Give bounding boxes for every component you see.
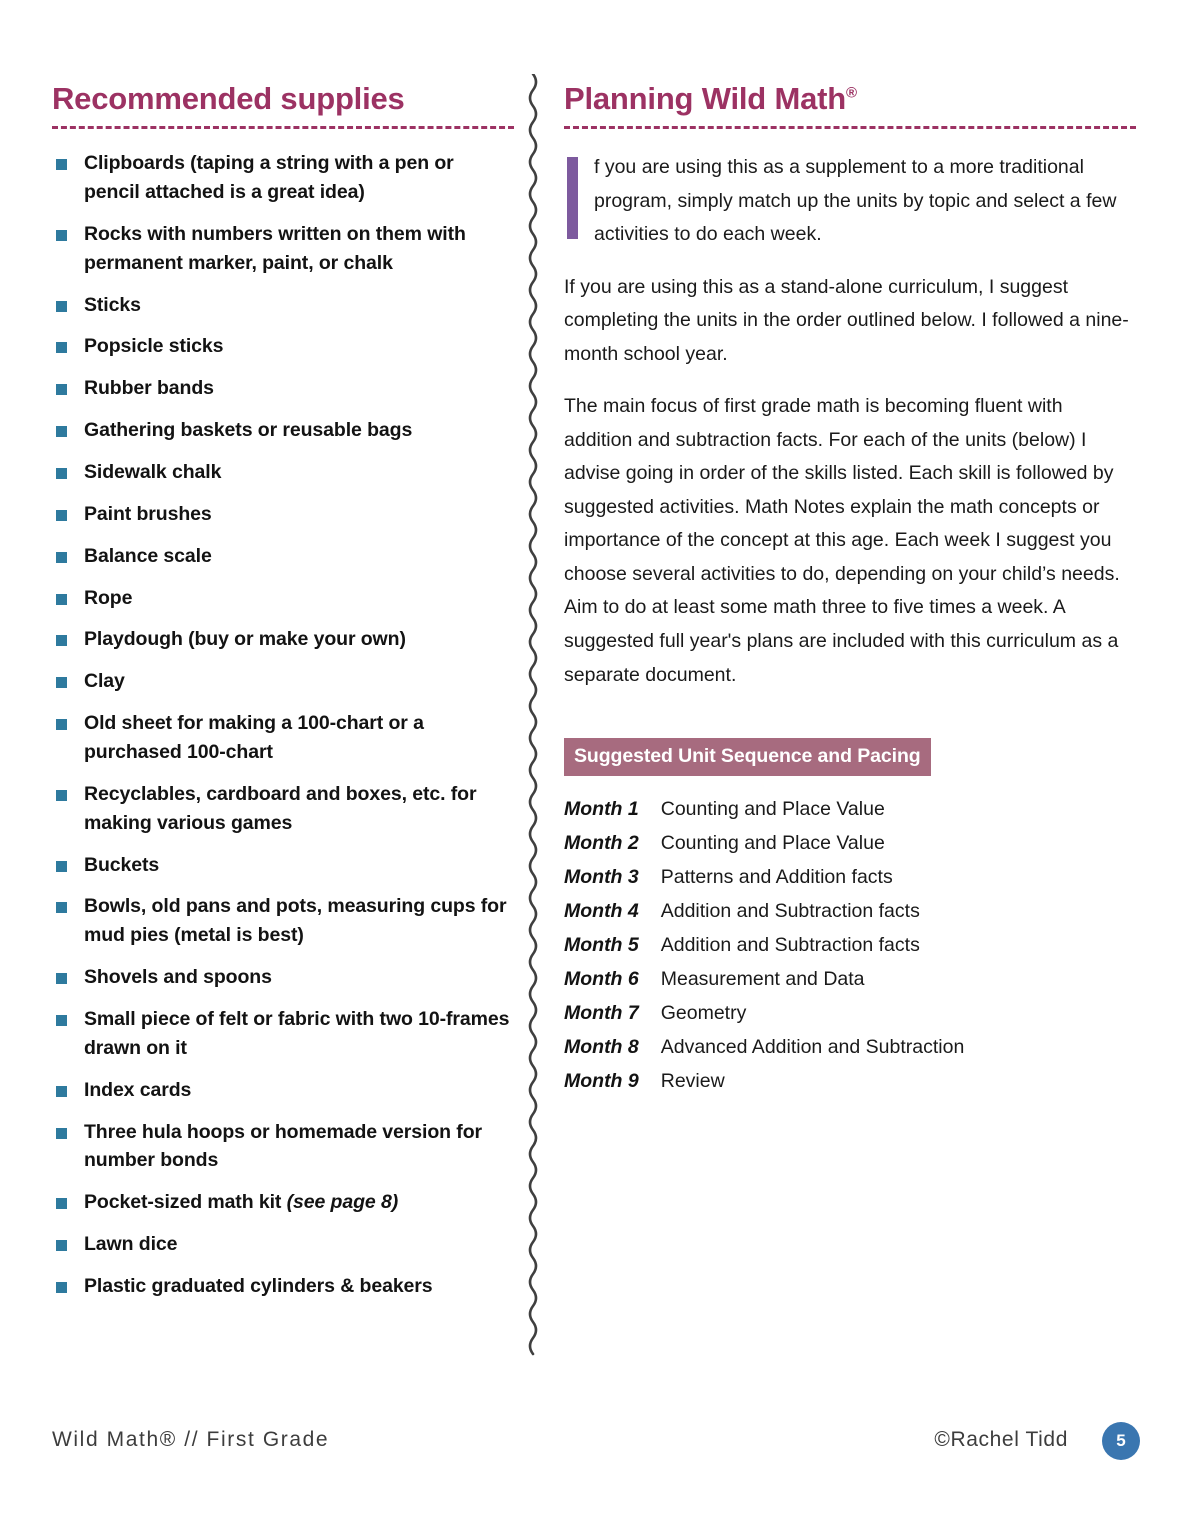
square-bullet-icon: [56, 230, 67, 241]
page-title-right: [564, 82, 1136, 116]
list-item-label: Playdough (buy or make your own): [84, 628, 406, 651]
registered-trademark-icon: ®: [846, 84, 857, 102]
table-row: [564, 968, 964, 1002]
square-bullet-icon: [56, 1240, 67, 1251]
list-item: [52, 374, 514, 403]
month-topic: Addition and Subtraction facts: [660, 934, 920, 957]
month-label: Month 8: [564, 1036, 639, 1059]
square-bullet-icon: [56, 1282, 67, 1293]
list-item-label: Paint brushes: [84, 502, 212, 525]
list-item: [52, 1188, 514, 1217]
list-item: [52, 458, 514, 487]
table-row: [564, 1070, 964, 1104]
list-item-label: Old sheet for making a 100-chart or a purchased 100-chart: [84, 712, 424, 763]
square-bullet-icon: [56, 635, 67, 646]
month-label: Month 9: [564, 1070, 639, 1093]
square-bullet-icon: [56, 902, 67, 913]
month-label: Month 5: [564, 934, 639, 957]
intro-body: [564, 151, 1136, 692]
pacing-banner-heading: Suggested Unit Sequence and Pacing: [564, 738, 931, 776]
square-bullet-icon: [56, 1086, 67, 1097]
list-item-label: Popsicle sticks: [84, 335, 224, 358]
list-item: [52, 709, 514, 767]
list-item: [52, 332, 514, 361]
footer-copyright: ©Rachel Tidd: [934, 1428, 1068, 1451]
list-item-label: Recyclables, cardboard and boxes, etc. for making various games: [84, 782, 477, 834]
square-bullet-icon: [56, 301, 67, 312]
dropcap-letter-i: [567, 157, 578, 239]
list-item: [52, 291, 514, 320]
list-item: [52, 220, 514, 278]
list-item: [52, 963, 514, 992]
list-item-label: Small piece of felt or fabric with two 10-frames drawn on it: [84, 1008, 510, 1059]
list-item: [52, 1076, 514, 1105]
footer-title: Wild Math® // First Grade: [52, 1428, 330, 1451]
month-topic: Counting and Place Value: [660, 832, 885, 855]
month-topic: Review: [660, 1070, 725, 1093]
list-item: [52, 542, 514, 571]
list-item: [52, 667, 514, 696]
square-bullet-icon: [56, 342, 67, 353]
month-label: Month 7: [564, 1002, 639, 1025]
square-bullet-icon: [56, 1198, 67, 1209]
intro-paragraph-text: f you are using this as a supplement to a more traditional program, simply match up the units by topic and select a few activities to do each week.: [594, 156, 1117, 246]
table-row: [564, 832, 964, 866]
heading-dashed-rule-left: [52, 126, 514, 129]
list-item-label: Rocks with numbers written on them with permanent marker, paint, or chalk: [84, 222, 466, 274]
square-bullet-icon: [56, 1128, 67, 1139]
list-item-label: Pocket-sized math kit: [84, 1191, 287, 1214]
table-row: [564, 934, 964, 968]
list-item: [52, 416, 514, 445]
body-paragraph-3: The main focus of first grade math is becoming fluent with addition and subtraction facts. For each of the units (below) I advise going in order of the skills listed. Each skill is followed by suggested activities. Math Notes explain the math concepts or importance of the concept at this age. Each week I suggest you choose several activities to do, depending on your child’s needs. Aim to do at least some math three to five times a week. A suggested full year's plans are included with this curriculum as a separate document.: [564, 395, 1120, 686]
list-item-label: Clay: [84, 670, 125, 693]
month-topic: Patterns and Addition facts: [660, 866, 893, 889]
square-bullet-icon: [56, 677, 67, 688]
list-item: [52, 1005, 514, 1063]
list-item: [52, 584, 514, 613]
square-bullet-icon: [56, 426, 67, 437]
square-bullet-icon: [56, 594, 67, 605]
heading-dashed-rule-right: [564, 126, 1136, 129]
square-bullet-icon: [56, 861, 67, 872]
month-topic: Geometry: [660, 1002, 747, 1025]
square-bullet-icon: [56, 384, 67, 395]
intro-paragraph-with-dropcap: [564, 151, 1136, 252]
list-item: [52, 1230, 514, 1259]
page-footer: [52, 1422, 1140, 1468]
list-item: [52, 500, 514, 529]
list-item: [52, 1118, 514, 1176]
list-item-label: Plastic graduated cylinders & beakers: [84, 1275, 433, 1298]
page-title-left: Recommended supplies: [52, 81, 405, 116]
month-topic: Advanced Addition and Subtraction: [660, 1036, 965, 1059]
supply-list: [52, 149, 514, 1301]
month-label: Month 1: [564, 798, 639, 821]
list-item: [52, 851, 514, 880]
list-item-label: Rubber bands: [84, 377, 214, 400]
list-item-label: Lawn dice: [84, 1233, 178, 1256]
month-topic: Counting and Place Value: [660, 798, 885, 821]
wavy-column-divider: [522, 74, 544, 1392]
list-item: [52, 892, 514, 950]
list-item: [52, 1272, 514, 1301]
month-label: Month 2: [564, 832, 639, 855]
list-item-label: Balance scale: [84, 544, 212, 567]
list-item-label: Index cards: [84, 1078, 192, 1101]
square-bullet-icon: [56, 468, 67, 479]
list-item-label: Shovels and spoons: [84, 966, 272, 989]
recommended-supplies-column: [52, 82, 514, 1314]
list-item: [52, 780, 514, 838]
square-bullet-icon: [56, 719, 67, 730]
square-bullet-icon: [56, 159, 67, 170]
square-bullet-icon: [56, 973, 67, 984]
square-bullet-icon: [56, 510, 67, 521]
list-item-label: Rope: [84, 586, 133, 609]
month-label: Month 6: [564, 968, 639, 991]
table-row: [564, 1036, 964, 1070]
list-item-label: Sidewalk chalk: [84, 460, 222, 483]
month-label: Month 3: [564, 866, 639, 889]
list-item-page-reference: (see page 8): [286, 1191, 399, 1214]
square-bullet-icon: [56, 552, 67, 563]
list-item-label: Sticks: [84, 293, 141, 316]
square-bullet-icon: [56, 790, 67, 801]
list-item-label: Buckets: [84, 853, 160, 876]
list-item-label: Three hula hoops or homemade version for number bonds: [84, 1120, 482, 1172]
month-topic: Measurement and Data: [660, 968, 865, 991]
list-item-label: Clipboards (taping a string with a pen or pencil attached is a great idea): [84, 152, 454, 203]
list-item: [52, 625, 514, 654]
body-paragraph-2: If you are using this as a stand-alone curriculum, I suggest completing the units in the order outlined below. I followed a nine-month school year.: [564, 275, 1129, 365]
table-row: [564, 1002, 964, 1036]
unit-pacing-table: [564, 798, 964, 1104]
square-bullet-icon: [56, 1015, 67, 1026]
table-row: [564, 866, 964, 900]
planning-wild-math-column: [564, 82, 1136, 1104]
table-row: [564, 798, 964, 832]
list-item: [52, 149, 514, 207]
list-item-label: Gathering baskets or reusable bags: [84, 419, 413, 442]
page-number-badge: 5: [1102, 1422, 1140, 1460]
page-title-right-text: Planning Wild Math: [564, 81, 846, 116]
table-row: [564, 900, 964, 934]
month-topic: Addition and Subtraction facts: [660, 900, 920, 923]
month-label: Month 4: [564, 900, 639, 923]
list-item-label: Bowls, old pans and pots, measuring cups for mud pies (metal is best): [84, 895, 507, 947]
